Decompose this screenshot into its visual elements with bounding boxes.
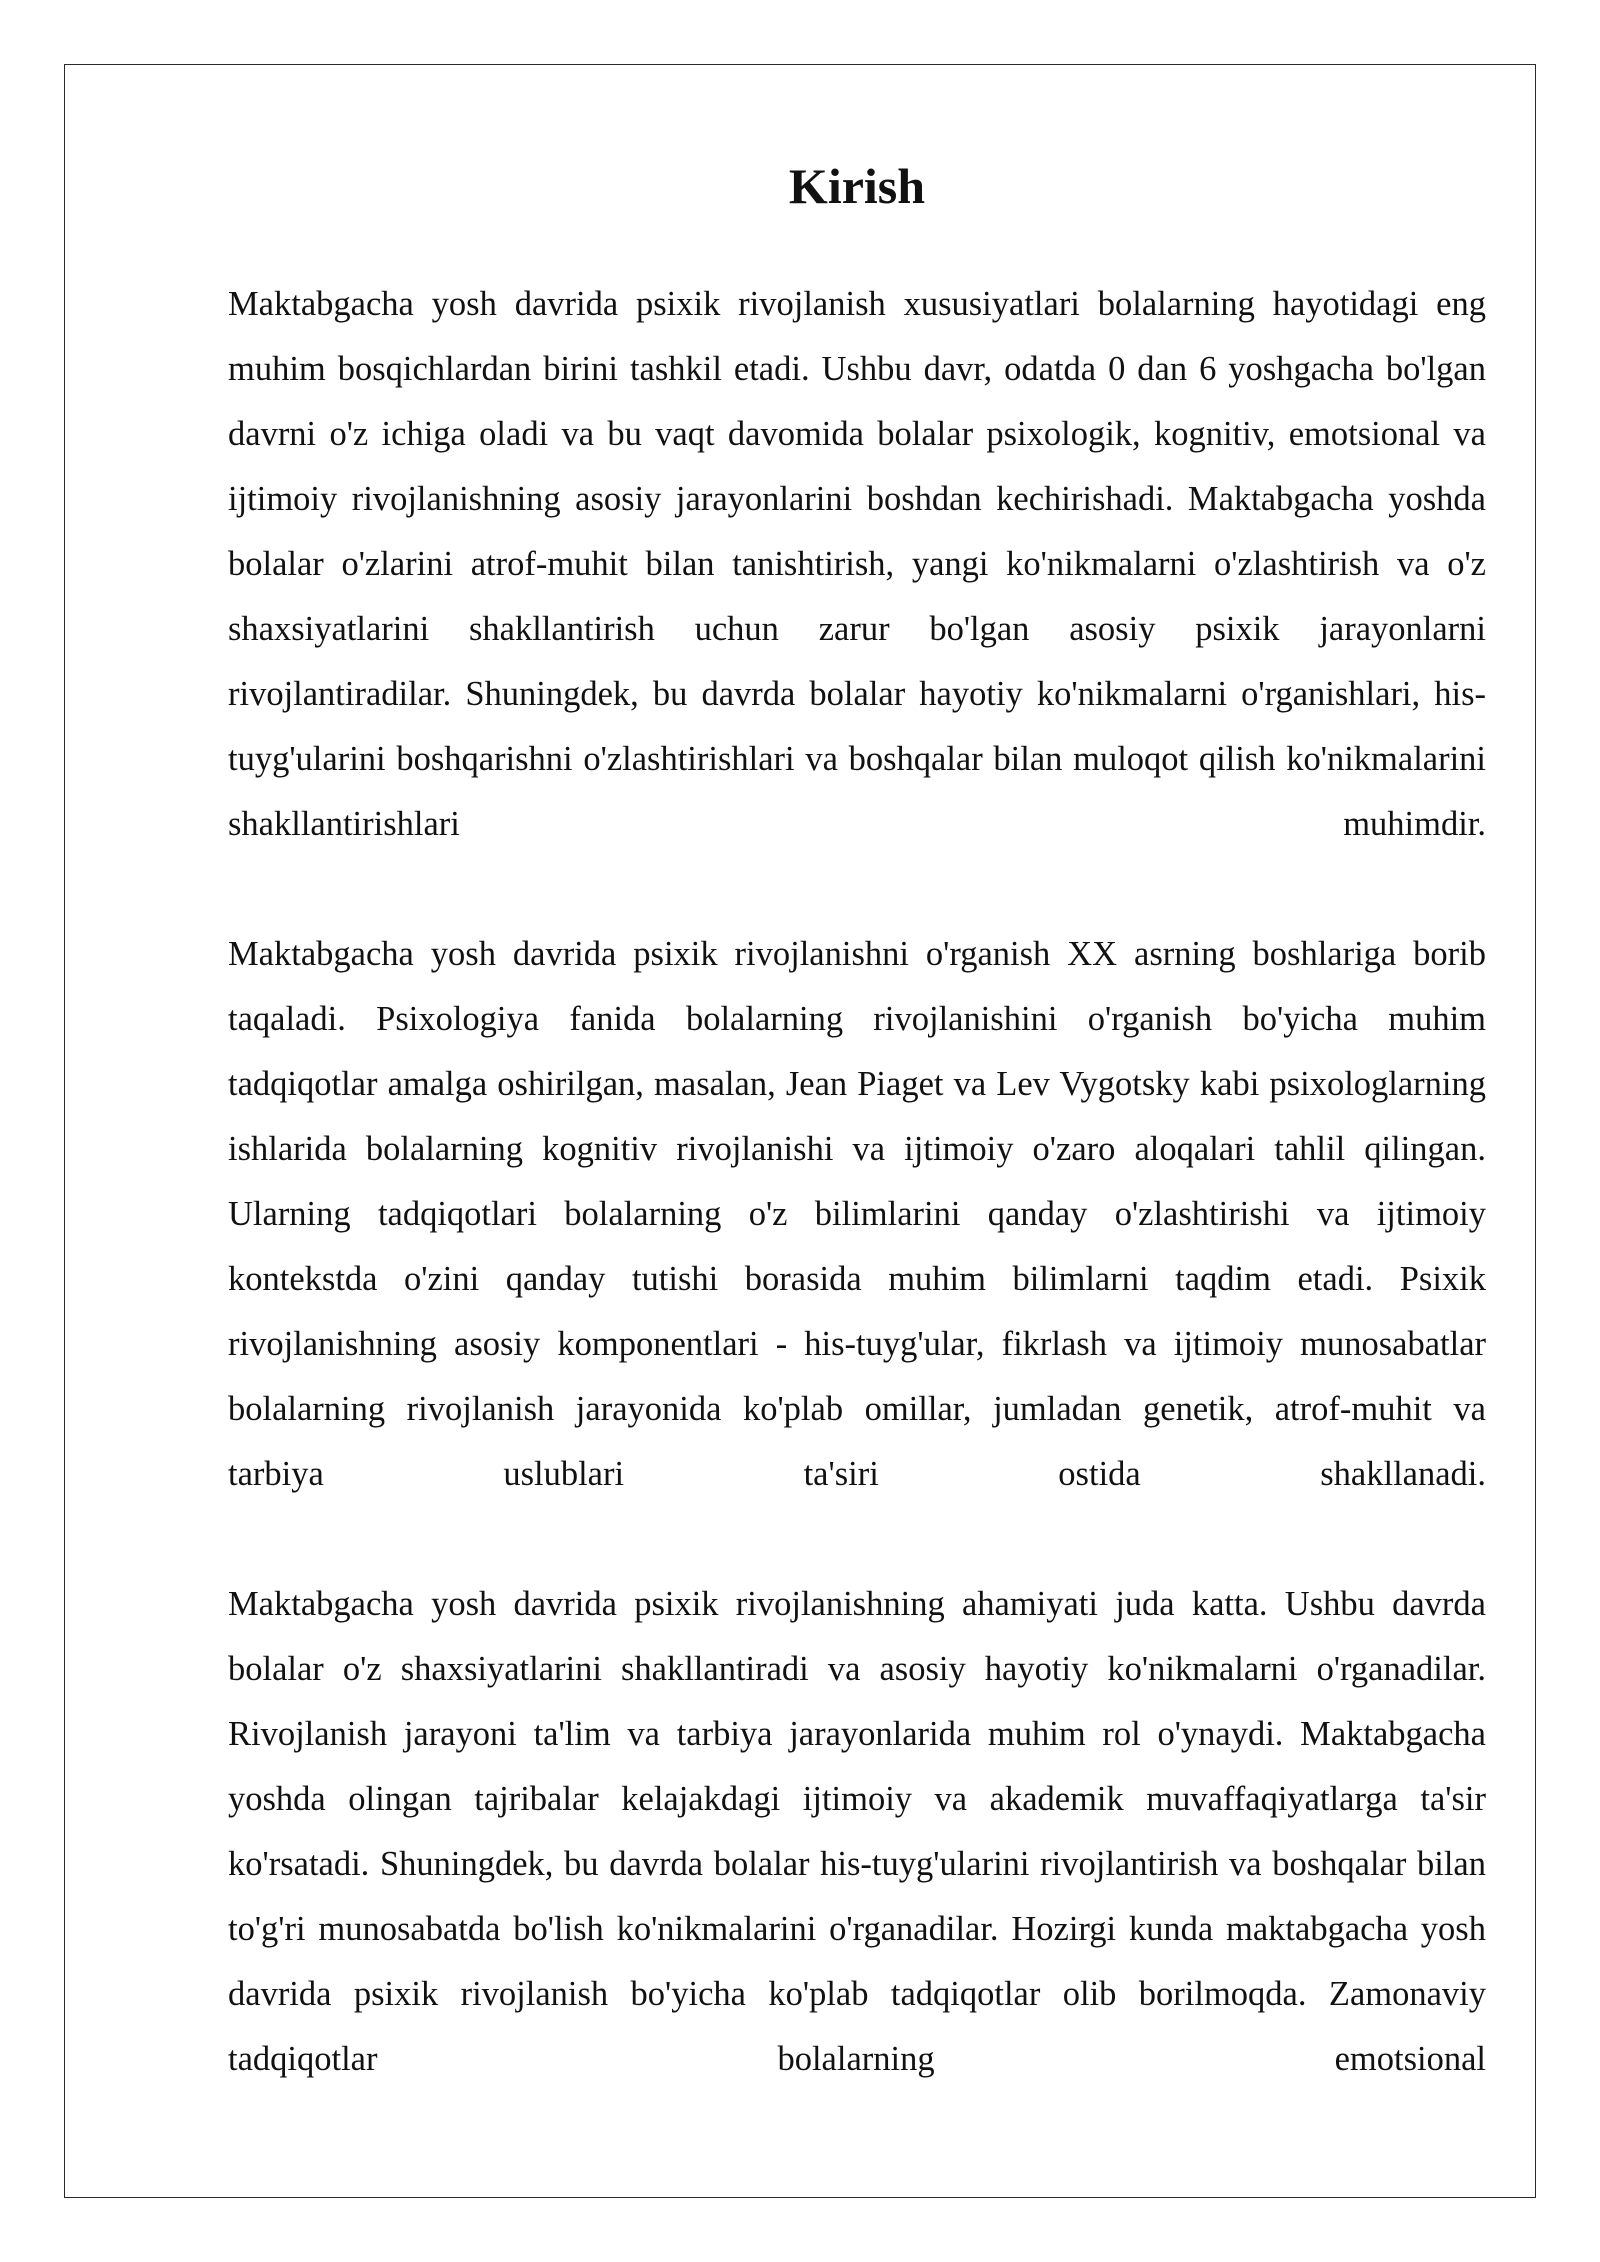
document-body	[228, 150, 1486, 2092]
paragraph-2: Maktabgacha yosh davrida psixik rivojlanishni o'rganish XX asrning boshlariga borib taqaladi. Psixologiya fanida bolalarning rivojlanishini o'rganish bo'yicha muhim tadqiqotlar amalga oshirilgan, masalan, Jean Piaget va Lev Vygotsky kabi psixologlarning ishlarida bolalarning kognitiv rivojlanishi va ijtimoiy o'zaro aloqalari tahlil qilingan. Ularning tadqiqotlari bolalarning o'z bilimlarini qanday o'zlashtirishi va ijtimoiy kontekstda o'zini qanday tutishi borasida muhim bilimlarni taqdim etadi. Psixik rivojlanishning asosiy komponentlari - his-tuyg'ular, fikrlash va ijtimoiy munosabatlar bolalarning rivojlanish jarayonida ko'plab omillar, jumladan genetik, atrof-muhit va tarbiya uslublari ta'siri ostida shakllanadi.	[228, 935, 1486, 1493]
paragraph-1: Maktabgacha yosh davrida psixik rivojlanish xususiyatlari bolalarning hayotidagi eng muhim bosqichlardan birini tashkil etadi. Ushbu davr, odatda 0 dan 6 yoshgacha bo'lgan davrni o'z ichiga oladi va bu vaqt davomida bolalar psixologik, kognitiv, emotsional va ijtimoiy rivojlanishning asosiy jarayonlarini boshdan kechirishadi. Maktabgacha yoshda bolalar o'zlarini atrof-muhit bilan tanishtirish, yangi ko'nikmalarni o'zlashtirish va o'z shaxsiyatlarini shakllantirish uchun zarur bo'lgan asosiy psixik jarayonlarni rivojlantiradilar. Shuningdek, bu davrda bolalar hayotiy ko'nikmalarni o'rganishlari, his-tuyg'ularini boshqarishni o'zlashtirishlari va boshqalar bilan muloqot qilish ko'nikmalarini shakllantirishlari muhimdir.	[228, 285, 1486, 843]
paragraph-3: Maktabgacha yosh davrida psixik rivojlanishning ahamiyati juda katta. Ushbu davrda bolalar o'z shaxsiyatlarini shakllantiradi va asosiy hayotiy ko'nikmalarni o'rganadilar. Rivojlanish jarayoni ta'lim va tarbiya jarayonlarida muhim rol o'ynaydi. Maktabgacha yoshda olingan tajribalar kelajakdagi ijtimoiy va akademik muvaffaqiyatlarga ta'sir ko'rsatadi. Shuningdek, bu davrda bolalar his-tuyg'ularini rivojlantirish va boshqalar bilan to'g'ri munosabatda bo'lish ko'nikmalarini o'rganadilar. Hozirgi kunda maktabgacha yosh davrida psixik rivojlanish bo'yicha ko'plab tadqiqotlar olib borilmoqda. Zamonaviy tadqiqotlar bolalarning emotsional	[228, 1585, 1486, 2078]
document-title: Kirish	[788, 158, 926, 214]
